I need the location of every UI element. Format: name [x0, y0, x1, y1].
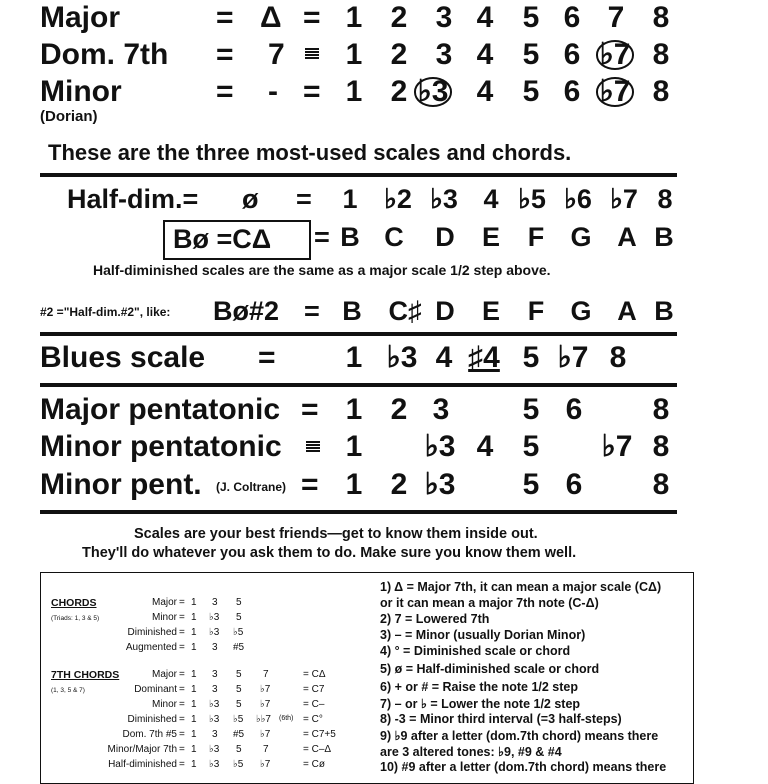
- note: 5: [522, 341, 540, 374]
- equals-sign: =: [258, 341, 276, 374]
- chord-symbol: 7: [268, 38, 285, 71]
- note: 1: [345, 38, 363, 71]
- chord-symbol: Δ: [260, 1, 282, 34]
- legend-note: 2) 7 = Lowered 7th: [380, 612, 490, 626]
- note: 6: [563, 75, 581, 108]
- note-list: [0, 432, 768, 464]
- chord-formula-note: 1: [191, 612, 197, 623]
- equals-sign: =: [179, 669, 185, 680]
- equals-sign: =: [179, 597, 185, 608]
- chord-formula-note: 1: [191, 759, 197, 770]
- equals-sign: =: [296, 184, 312, 214]
- letter: A: [617, 296, 637, 326]
- letter: G: [570, 296, 592, 326]
- equals-sign: =: [216, 1, 234, 34]
- note: 8: [652, 75, 670, 108]
- equals-sign: =: [304, 296, 320, 326]
- note: 7: [607, 1, 625, 34]
- chord-formula-note: ♭3: [209, 744, 220, 755]
- legend-note: 7) – or ♭ = Lower the note 1/2 step: [380, 697, 581, 711]
- chord-formula-note: 5: [236, 669, 242, 680]
- chord-formula-note: 1: [191, 627, 197, 638]
- note: 5: [522, 393, 540, 426]
- note: 3: [435, 1, 453, 34]
- equals-sign: =: [301, 393, 319, 426]
- chord-name: Augmented: [125, 642, 177, 653]
- divider: [40, 383, 677, 387]
- chord-formula-note: 1: [191, 669, 197, 680]
- chord-name: Minor: [151, 699, 177, 710]
- chord-formula-note: ♭3: [209, 627, 220, 638]
- note: 2: [390, 75, 408, 108]
- note: 1: [345, 75, 363, 108]
- legend-note: or it can mean a major 7th note (C-Δ): [380, 596, 599, 610]
- chord-formula-note: 1: [191, 744, 197, 755]
- note: 5: [522, 430, 540, 463]
- chord-name: Dom. 7th #5: [122, 729, 177, 740]
- footer-line: Scales are your best friends—get to know them inside out.: [134, 526, 538, 542]
- half-diminished-icon: ø: [242, 184, 259, 214]
- section-heading: These are the three most-used scales and chords.: [48, 140, 572, 165]
- legend-note: 10) #9 after a letter (dom.7th chord) means there: [380, 760, 667, 774]
- circled-note: ♭3: [414, 77, 453, 107]
- legend-note: 5) ø = Half-diminished scale or chord: [380, 662, 600, 676]
- chord-formula-note: 5: [236, 684, 242, 695]
- note: 8: [652, 393, 670, 426]
- letter: F: [527, 222, 545, 252]
- note: 2: [390, 468, 408, 501]
- scale-name: Minor pent.: [40, 468, 202, 501]
- note-list: [0, 343, 768, 375]
- chord-name: Major: [151, 597, 177, 608]
- note-list: [0, 186, 768, 216]
- equals-sign: =: [179, 714, 185, 725]
- chord-formula-note: 1: [191, 699, 197, 710]
- chord-name: Major: [151, 669, 177, 680]
- note: 5: [522, 1, 540, 34]
- note: 2: [390, 38, 408, 71]
- note: 4: [476, 430, 494, 463]
- equals-sign: =: [179, 684, 185, 695]
- note-circled: [410, 77, 456, 107]
- chord-formula-note: 3: [212, 684, 218, 695]
- sharp2-label: #2 ="Half-dim.#2", like:: [40, 305, 171, 319]
- chord-formula-note: ♭3: [209, 612, 220, 623]
- note: ♭7: [557, 341, 589, 374]
- equals-sign: =: [314, 222, 330, 252]
- legend-note: 1) Δ = Major 7th, it can mean a major scale (CΔ): [380, 580, 662, 594]
- equals-sign: =: [216, 75, 234, 108]
- note-list: [0, 77, 768, 109]
- equals-sign: =: [216, 38, 234, 71]
- letter: D: [435, 296, 455, 326]
- chord-formula-note: 5: [236, 612, 242, 623]
- equals-sign: =: [179, 729, 185, 740]
- chord-symbol: = C–: [303, 699, 325, 710]
- letter: B: [654, 222, 674, 252]
- chord-name: Minor/Major 7th: [107, 744, 177, 755]
- letter-list: [0, 224, 768, 254]
- letter: B: [342, 296, 362, 326]
- letter: D: [435, 222, 455, 252]
- scale-name: Major pentatonic: [40, 393, 281, 426]
- chord-symbol: = C7: [303, 684, 325, 695]
- chord-symbol: = CΔ: [303, 669, 326, 680]
- note: 1: [345, 430, 363, 463]
- note: 1: [342, 184, 358, 214]
- sharp2-chord: Bø#2: [213, 296, 280, 326]
- chord-formula-note: ♭♭7: [256, 714, 271, 725]
- divider: [40, 510, 677, 514]
- note-underlined: ♯4: [468, 341, 500, 374]
- note: ♭7: [601, 430, 633, 463]
- letter: G: [570, 222, 592, 252]
- note: 8: [652, 1, 670, 34]
- note: 2: [390, 1, 408, 34]
- scale-name: Half-dim.=: [67, 184, 199, 214]
- scale-subname: (Dorian): [40, 108, 98, 125]
- scale-name: Minor pentatonic: [40, 430, 282, 463]
- note-list: [0, 3, 768, 35]
- note: 4: [483, 184, 499, 214]
- chord-formula-note: 3: [212, 642, 218, 653]
- note: 4: [476, 75, 494, 108]
- chord-formula-note: ♭5: [233, 627, 244, 638]
- note-list: [0, 395, 768, 427]
- legend-note: are 3 altered tones: ♭9, #9 & #4: [380, 745, 562, 759]
- chord-formula-note: 1: [191, 684, 197, 695]
- scale-name: Major: [40, 1, 121, 34]
- chord-formula-note: ♭3: [209, 699, 220, 710]
- letter-list: [0, 298, 768, 328]
- chord-formula-note: 3: [212, 669, 218, 680]
- equals-sign: =: [303, 1, 321, 34]
- note-list: [0, 40, 768, 72]
- chord-symbol: = C–Δ: [303, 744, 332, 755]
- note-circled: [592, 40, 638, 70]
- chord-formula-note: #5: [233, 642, 245, 653]
- chord-formula-note: 5: [236, 744, 242, 755]
- chord-name: Half-diminished: [108, 759, 177, 770]
- chord-formula-note: ♭7: [260, 699, 271, 710]
- legend-note: 3) – = Minor (usually Dorian Minor): [380, 628, 586, 642]
- note: 8: [609, 341, 627, 374]
- equals-sign: =: [179, 627, 185, 638]
- chord-formula-note: 1: [191, 597, 197, 608]
- divider: [40, 332, 677, 336]
- note: ♭3: [424, 468, 456, 501]
- chord-symbol: = C7+5: [303, 729, 336, 740]
- chord-formula-note: 7: [263, 669, 269, 680]
- chord-formula-note: 7: [263, 744, 269, 755]
- equals-sign: =: [301, 468, 319, 501]
- scale-name: Minor: [40, 75, 122, 108]
- equals-sign: =: [179, 744, 185, 755]
- note: ♭5: [518, 184, 546, 214]
- note: 6: [563, 1, 581, 34]
- chord-symbol: = C°: [303, 714, 323, 725]
- note: 1: [345, 468, 363, 501]
- note: 1: [345, 341, 363, 374]
- note: ♭7: [610, 184, 638, 214]
- note: ♭6: [564, 184, 592, 214]
- letter: B: [340, 222, 360, 252]
- equals-sign: =: [179, 759, 185, 770]
- letter: C♯: [388, 296, 422, 326]
- legend-note: 8) -3 = Minor third interval (=3 half-steps): [380, 712, 622, 726]
- scale-name: Blues scale: [40, 341, 206, 374]
- letter: B: [654, 296, 674, 326]
- note: ♭2: [384, 184, 412, 214]
- chord-formula-note: #5: [233, 729, 245, 740]
- equals-sign: =: [303, 75, 321, 108]
- note: 8: [657, 184, 673, 214]
- chord-name: Diminished: [127, 627, 177, 638]
- legend-note: 4) ° = Diminished scale or chord: [380, 644, 571, 658]
- note: 1: [345, 1, 363, 34]
- chord-formula-note: 1: [191, 714, 197, 725]
- note: ♭3: [430, 184, 458, 214]
- chord-name: Minor: [151, 612, 177, 623]
- chord-name: Diminished: [127, 714, 177, 725]
- divider: [40, 173, 677, 177]
- note: 3: [435, 38, 453, 71]
- chords-subtitle: (Triads: 1, 3 & 5): [51, 615, 100, 622]
- note: 8: [652, 468, 670, 501]
- note: 8: [652, 430, 670, 463]
- equivalence-text: Bø =CΔ: [173, 224, 272, 254]
- chord-symbol: = Cø: [303, 759, 325, 770]
- note: 4: [476, 38, 494, 71]
- chord-formula-note: ♭5: [233, 759, 244, 770]
- note: 5: [522, 468, 540, 501]
- letter: E: [481, 222, 500, 252]
- note: ♭3: [424, 430, 456, 463]
- legend-note: 9) ♭9 after a letter (dom.7th chord) means there: [380, 729, 659, 743]
- letter: E: [481, 296, 500, 326]
- note: 2: [390, 393, 408, 426]
- note: 6: [565, 468, 583, 501]
- chord-formula-note: ♭3: [209, 714, 220, 725]
- equals-sign: =: [179, 642, 185, 653]
- note: 6: [565, 393, 583, 426]
- chord-extra: (6th): [279, 715, 294, 722]
- letter: C: [384, 222, 404, 252]
- note: ♭3: [386, 341, 418, 374]
- chord-formula-note: ♭5: [233, 714, 244, 725]
- letter: F: [527, 296, 545, 326]
- caption: Half-diminished scales are the same as a major scale 1/2 step above.: [93, 262, 551, 278]
- scale-subname: (J. Coltrane): [216, 480, 287, 494]
- footer-line: They'll do whatever you ask them to do. Make sure you know them well.: [82, 545, 577, 561]
- chord-formula-note: ♭7: [260, 729, 271, 740]
- note: 4: [476, 1, 494, 34]
- chord-formula-note: 1: [191, 729, 197, 740]
- note: 3: [432, 393, 450, 426]
- note: 5: [522, 75, 540, 108]
- sevenths-subtitle: (1, 3, 5 & 7): [51, 687, 85, 694]
- equals-sign: =: [179, 699, 185, 710]
- chord-formula-note: 3: [212, 729, 218, 740]
- letter: A: [617, 222, 637, 252]
- chord-formula-note: 5: [236, 597, 242, 608]
- note: 1: [345, 393, 363, 426]
- note: 4: [435, 341, 453, 374]
- note-list: [0, 470, 768, 502]
- equals-sign: =: [179, 612, 185, 623]
- chord-formula-note: 5: [236, 699, 242, 710]
- note: 6: [563, 38, 581, 71]
- note: 8: [652, 38, 670, 71]
- circled-note: ♭7: [596, 40, 635, 70]
- sevenths-title: 7TH CHORDS: [51, 669, 120, 681]
- legend-note: 6) + or # = Raise the note 1/2 step: [380, 680, 578, 694]
- chords-title: CHORDS: [51, 597, 97, 609]
- note-circled: [592, 77, 638, 107]
- chord-formula-note: ♭7: [260, 684, 271, 695]
- chord-formula-note: ♭3: [209, 759, 220, 770]
- chord-formula-note: 1: [191, 642, 197, 653]
- scale-name: Dom. 7th: [40, 38, 169, 71]
- circled-note: ♭7: [596, 77, 635, 107]
- chord-name: Dominant: [134, 684, 177, 695]
- note: 5: [522, 38, 540, 71]
- chord-symbol: -: [268, 75, 278, 108]
- chord-formula-note: 3: [212, 597, 218, 608]
- chord-formula-note: ♭7: [260, 759, 271, 770]
